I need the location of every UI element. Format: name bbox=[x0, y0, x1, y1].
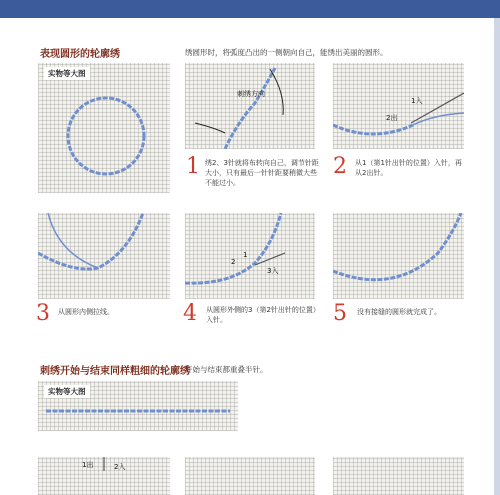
step3-stitch bbox=[38, 213, 170, 299]
step4-number: 4 bbox=[183, 301, 197, 326]
step5-stitch bbox=[333, 213, 464, 299]
header-bar bbox=[0, 0, 500, 18]
step3-text: 从圆形内侧拉线。 bbox=[58, 308, 114, 316]
step4-label-1: 1 bbox=[243, 251, 248, 259]
step4-photo bbox=[185, 213, 315, 299]
sample-line-photo bbox=[38, 381, 238, 431]
line-stitch bbox=[38, 381, 238, 431]
step2-out-label: 2出 bbox=[386, 114, 398, 122]
section2-intro: 开始与结束都重叠半针。 bbox=[185, 365, 268, 374]
bottom1-needle bbox=[38, 457, 170, 495]
step2-photo bbox=[333, 63, 464, 149]
sample2-label: 实物等大图 bbox=[44, 385, 90, 398]
bottom-photo-3 bbox=[333, 457, 464, 495]
bottom-photo-2 bbox=[185, 457, 315, 495]
step2-number: 2 bbox=[333, 154, 347, 179]
circle-stitch bbox=[38, 63, 170, 193]
step4-label-3in: 3入 bbox=[267, 267, 279, 275]
step5-photo bbox=[333, 213, 464, 299]
step1-stitch bbox=[185, 63, 315, 149]
step4-label-2: 2 bbox=[231, 258, 236, 266]
step1-photo bbox=[185, 63, 315, 149]
step2-text: 从1（第1针出针的位置）入针，再从2出针。 bbox=[355, 159, 462, 177]
section2-title: 刺绣开始与结束同样粗细的轮廓绣 bbox=[40, 366, 190, 377]
step3-photo bbox=[38, 213, 170, 299]
page-edge bbox=[494, 18, 500, 495]
sample-label: 实物等大图 bbox=[44, 67, 90, 80]
step2-in-label: 1入 bbox=[411, 97, 423, 105]
bottom1-out-label: 1出 bbox=[82, 461, 94, 469]
section1-intro: 绣圆形时，将弧度凸出的一侧朝向自己，能绣出美丽的圆形。 bbox=[185, 48, 388, 57]
step1-direction-label: 刺绣方向 bbox=[237, 90, 265, 98]
step3-number: 3 bbox=[36, 301, 50, 326]
step5-text: 没有接缝的圆形就完成了。 bbox=[357, 308, 441, 316]
bottom-photo-1 bbox=[38, 457, 170, 495]
step4-stitch bbox=[185, 213, 315, 299]
step2-stitch bbox=[333, 63, 464, 149]
step5-number: 5 bbox=[333, 301, 347, 326]
step4-text: 从圆形外侧的3（第2针出针的位置）入针。 bbox=[206, 306, 320, 324]
step1-text: 绣2、3针就将布转向自己，调节针距大小，只有最后一针针距要稍微大些不能过小。 bbox=[205, 159, 319, 187]
bottom1-in-label: 2入 bbox=[114, 463, 126, 471]
section1-title: 表现圆形的轮廓绣 bbox=[40, 49, 120, 60]
step1-number: 1 bbox=[186, 154, 200, 179]
sample-circle-photo bbox=[38, 63, 170, 193]
